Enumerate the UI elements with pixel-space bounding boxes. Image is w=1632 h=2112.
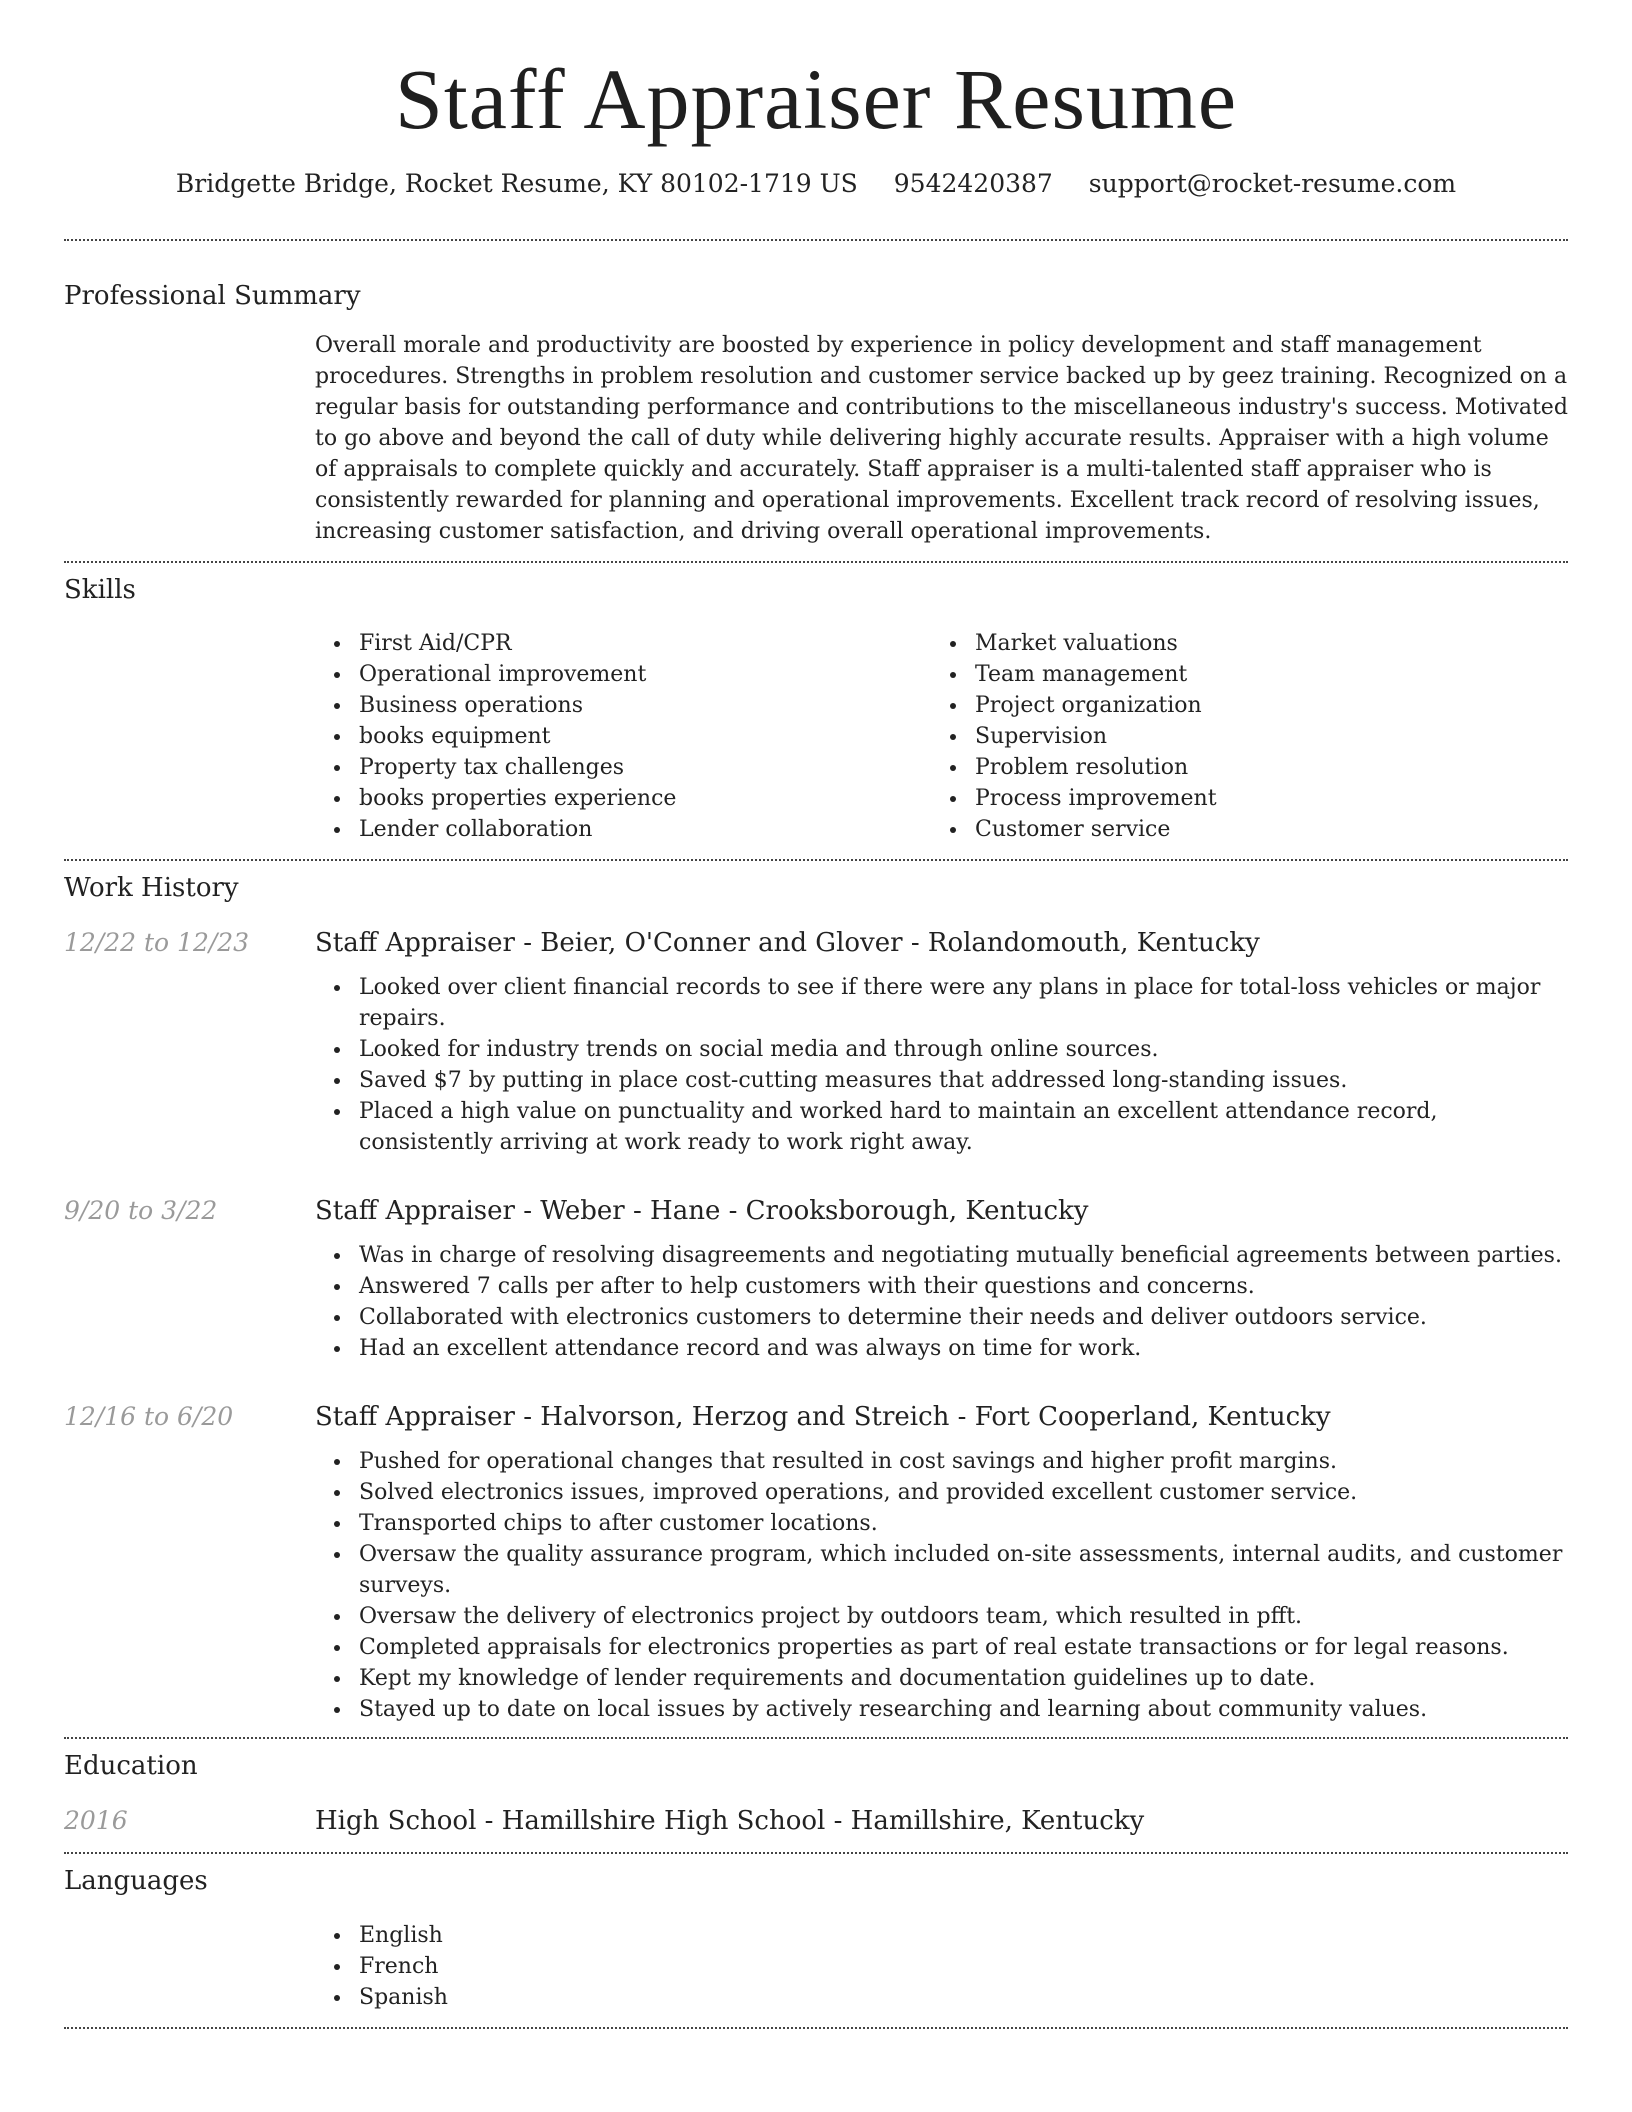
contact-email: support@rocket-resume.com: [1088, 168, 1457, 198]
job-entry: [64, 1194, 1568, 1364]
divider: [64, 2027, 1568, 2029]
job-bullet: Was in charge of resolving disagreements and negotiating mutually beneficial agreements between parties.: [315, 1240, 1568, 1271]
skill-item: First Aid/CPR: [315, 628, 931, 659]
skill-item: Problem resolution: [931, 752, 1547, 783]
work-history-heading: Work History: [64, 872, 239, 903]
skill-item: Customer service: [931, 814, 1547, 845]
skills-heading: Skills: [64, 574, 136, 605]
contact-phone: 9542420387: [893, 168, 1053, 198]
job-bullet: Had an excellent attendance record and was always on time for work.: [315, 1333, 1568, 1364]
summary-heading: Professional Summary: [64, 280, 361, 311]
language-item: English: [315, 1920, 1568, 1951]
job-bullet: Solved electronics issues, improved operations, and provided excellent customer service.: [315, 1477, 1568, 1508]
job-title: Staff Appraiser - Weber - Hane - Crooksborough, Kentucky: [315, 1196, 1089, 1227]
job-bullet: Completed appraisals for electronics properties as part of real estate transactions or for legal reasons.: [315, 1632, 1568, 1663]
job-bullet: Looked for industry trends on social media and through online sources.: [315, 1034, 1568, 1065]
skill-item: Operational improvement: [315, 659, 931, 690]
job-title: Staff Appraiser - Beier, O'Conner and Glover - Rolandomouth, Kentucky: [315, 928, 1260, 959]
education-date: 2016: [64, 1806, 128, 1836]
education-entry: [64, 1804, 1568, 1838]
skill-item: Property tax challenges: [315, 752, 931, 783]
job-entry: [64, 1400, 1568, 1725]
job-bullet: Placed a high value on punctuality and worked hard to maintain an excellent attendance record, consistently arriving at work ready to work right away.: [315, 1096, 1568, 1158]
job-bullet: Saved $7 by putting in place cost-cutting measures that addressed long-standing issues.: [315, 1065, 1568, 1096]
work-history-section: [64, 861, 1568, 1737]
language-item: French: [315, 1951, 1568, 1982]
job-bullet: Oversaw the quality assurance program, which included on-site assessments, internal audits, and customer surveys.: [315, 1539, 1568, 1601]
job-bullet: Oversaw the delivery of electronics project by outdoors team, which resulted in pfft.: [315, 1601, 1568, 1632]
skills-column-left: [315, 628, 931, 845]
summary-section: [64, 241, 1568, 561]
job-date: 12/16 to 6/20: [64, 1402, 234, 1432]
job-bullet: Transported chips to after customer locations.: [315, 1508, 1568, 1539]
skill-item: Lender collaboration: [315, 814, 931, 845]
job-date: 9/20 to 3/22: [64, 1196, 218, 1226]
job-date: 12/22 to 12/23: [64, 928, 250, 958]
education-heading: Education: [64, 1751, 198, 1782]
skill-item: Supervision: [931, 721, 1547, 752]
skill-item: Business operations: [315, 690, 931, 721]
job-bullet: Stayed up to date on local issues by actively researching and learning about community values.: [315, 1694, 1568, 1725]
languages-heading: Languages: [64, 1866, 208, 1897]
skill-item: books properties experience: [315, 783, 931, 814]
job-bullet: Pushed for operational changes that resulted in cost savings and higher profit margins.: [315, 1446, 1568, 1477]
job-entry: [64, 926, 1568, 1158]
skills-column-right: [931, 628, 1547, 845]
job-bullet: Looked over client financial records to see if there were any plans in place for total-loss vehicles or major repairs.: [315, 972, 1568, 1034]
skill-item: Process improvement: [931, 783, 1547, 814]
job-title: Staff Appraiser - Halvorson, Herzog and Streich - Fort Cooperland, Kentucky: [315, 1402, 1331, 1433]
skills-columns: [315, 628, 1568, 845]
job-bullet: Kept my knowledge of lender requirements and documentation guidelines up to date.: [315, 1663, 1568, 1694]
skill-item: books equipment: [315, 721, 931, 752]
page-title: Staff Appraiser Resume: [394, 51, 1238, 147]
contact-line: [64, 169, 1568, 199]
skill-item: Team management: [931, 659, 1547, 690]
education-section: [64, 1739, 1568, 1852]
job-bullet: Answered 7 calls per after to help customers with their questions and concerns.: [315, 1271, 1568, 1302]
skills-section: [64, 563, 1568, 859]
summary-text: Overall morale and productivity are boosted by experience in policy development and staff management procedures. Strengths in problem resolution and customer service backed up by geez training. Recognized on a regular basis for outstanding performance and contributions to the miscellaneous industry's success. Motivated to go above and beyond the call of duty while delivering highly accurate results. Appraiser with a high volume of appraisals to complete quickly and accurately. Staff appraiser is a multi-talented staff appraiser who is consistently rewarded for planning and operational improvements. Excellent track record of resolving issues, increasing customer satisfaction, and driving overall operational improvements.: [315, 332, 1568, 544]
languages-section: [64, 1854, 1568, 2026]
skill-item: Market valuations: [931, 628, 1547, 659]
job-bullet: Collaborated with electronics customers to determine their needs and deliver outdoors service.: [315, 1302, 1568, 1333]
skill-item: Project organization: [931, 690, 1547, 721]
language-item: Spanish: [315, 1982, 1568, 2013]
contact-address: Bridgette Bridge, Rocket Resume, KY 80102-1719 US: [175, 168, 858, 198]
education-title: High School - Hamillshire High School - Hamillshire, Kentucky: [315, 1806, 1145, 1837]
